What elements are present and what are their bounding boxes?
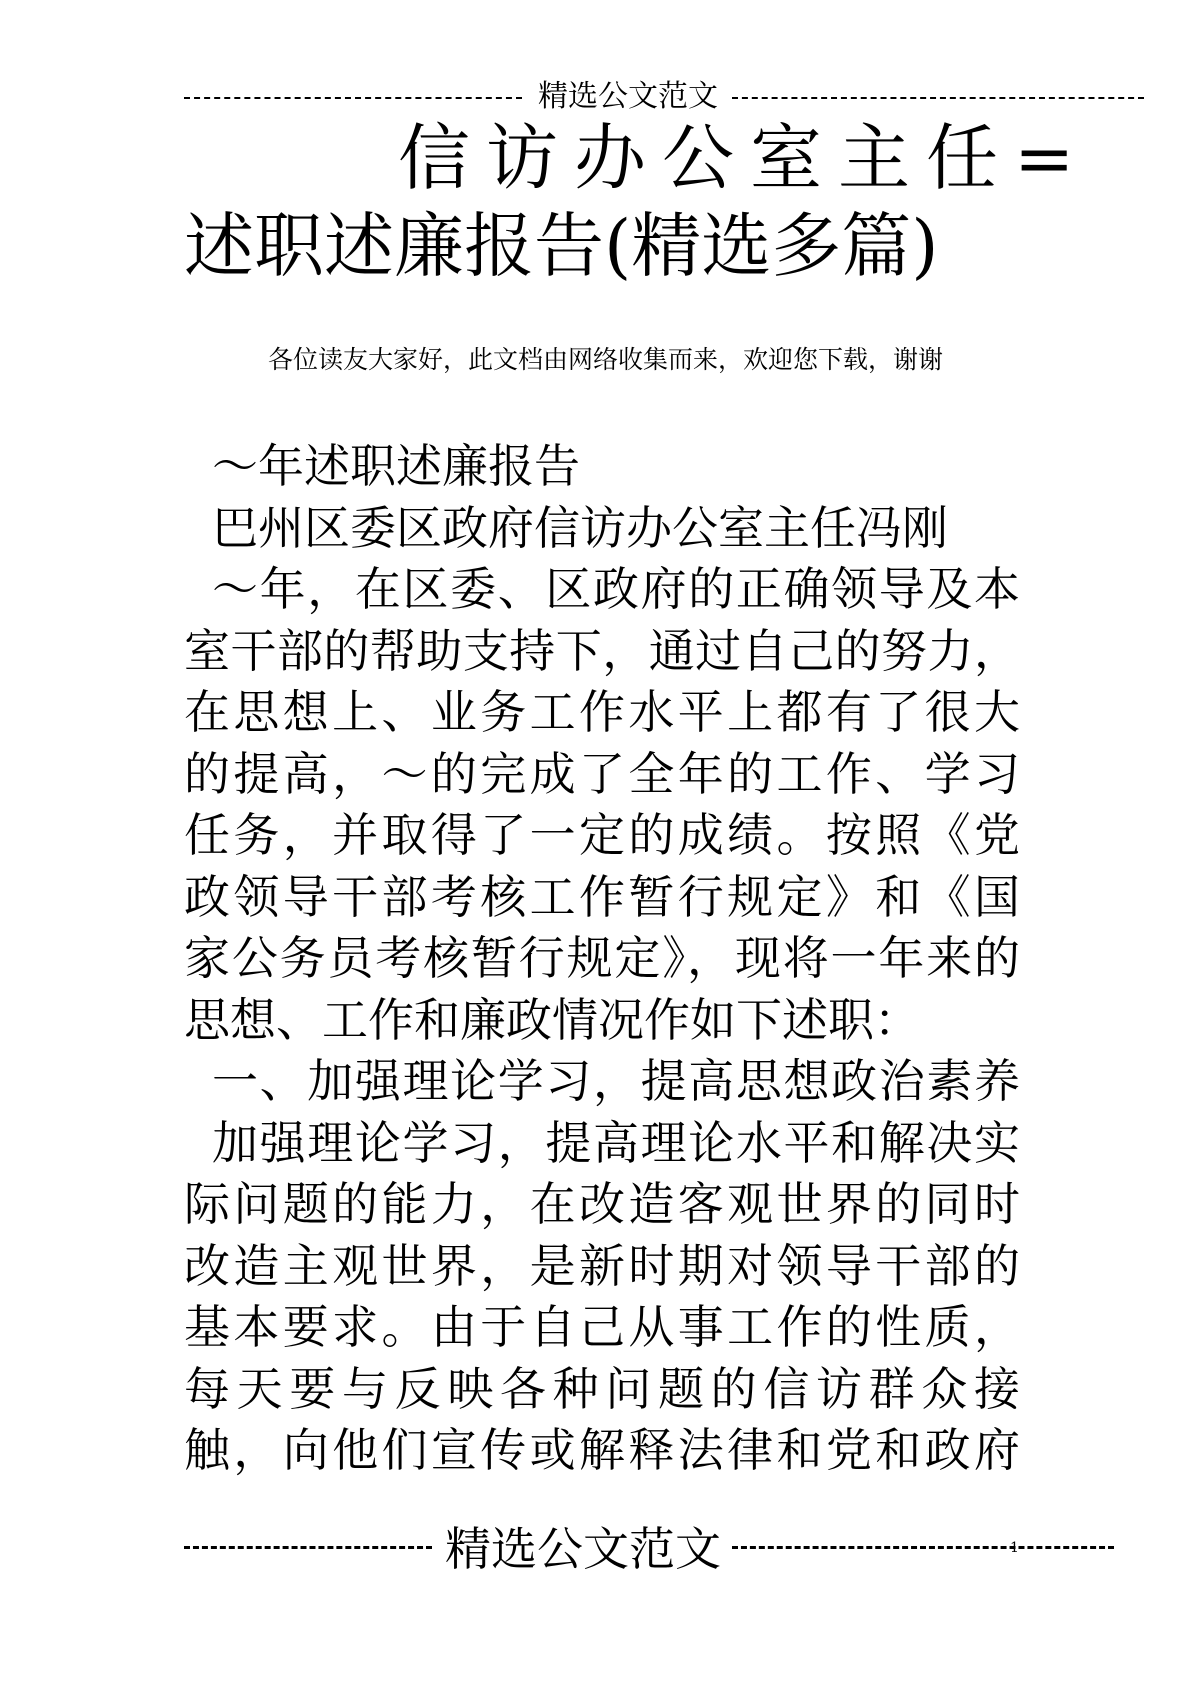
body-line: 在思想上、业务工作水平上都有了很大 (184, 685, 1020, 739)
body-text (184, 436, 1020, 1482)
body-line: 改造主观世界，是新时期对领导干部的 (184, 1238, 1020, 1293)
footer-label: 精选公文范文 (445, 1522, 721, 1576)
body-line: 加强理论学习，提高理论水平和解决实 (212, 1115, 1020, 1170)
title-line-1: 信访办公室主任= (398, 116, 1091, 200)
body-line: 家公务员考核暂行规定》，现将一年来的 (184, 931, 1020, 985)
body-line: 每天要与反映各种问题的信访群众接 (184, 1361, 1020, 1416)
header-label: 精选公文范文 (538, 79, 718, 114)
body-line: 室干部的帮助支持下，通过自己的努力， (184, 623, 1020, 678)
body-line: 的提高，～的完成了全年的工作、学习 (184, 746, 1020, 801)
header-dash-right (732, 97, 1144, 99)
greeting-note: 各位读友大家好，此文档由网络收集而来，欢迎您下载，谢谢 (268, 345, 944, 374)
body-line: 任务，并取得了一定的成绩。按照《党 (184, 808, 1020, 862)
section-heading: 一、加强理论学习，提高思想政治素养 (212, 1054, 1020, 1108)
page-number: 1 (1010, 1540, 1019, 1556)
page-header (184, 79, 1144, 114)
body-line: 触，向他们宣传或解释法律和党和政府 (184, 1423, 1020, 1477)
body-line: ～年，在区委、区政府的正确领导及本 (212, 562, 1020, 616)
page-footer (184, 1522, 1114, 1582)
body-line: 政领导干部考核工作暂行规定》和《国 (184, 869, 1020, 924)
body-line: 巴州区委区政府信访办公室主任冯刚 (212, 500, 948, 555)
body-line: ～年述职述廉报告 (212, 439, 580, 493)
body-line: 基本要求。由于自己从事工作的性质， (184, 1300, 1020, 1354)
footer-dash-left (184, 1546, 432, 1549)
title-line-2: 述职述廉报告(精选多篇) (184, 205, 939, 287)
header-dash-left (184, 97, 522, 99)
footer-dash-right (732, 1546, 1114, 1549)
body-line: 思想、工作和廉政情况作如下述职： (184, 992, 920, 1047)
body-line: 际问题的能力，在改造客观世界的同时 (184, 1177, 1020, 1231)
